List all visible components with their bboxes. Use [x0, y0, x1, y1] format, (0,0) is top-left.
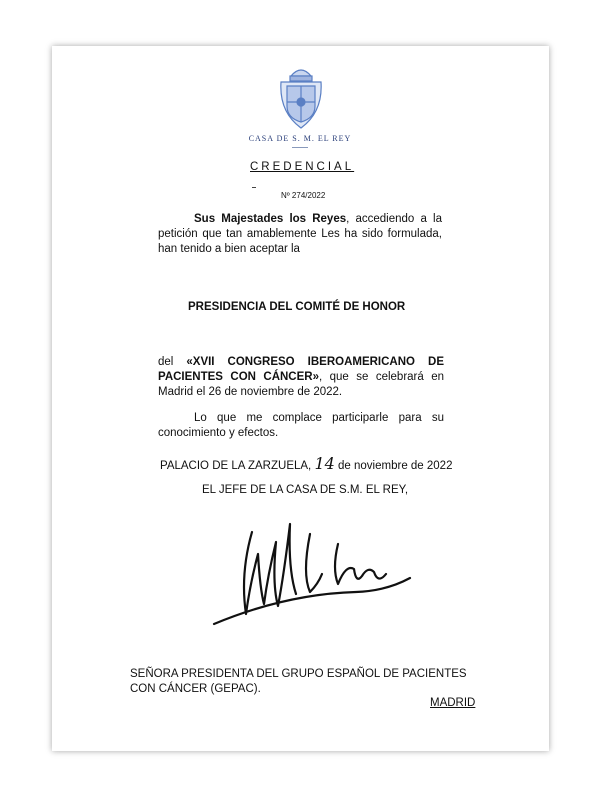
event-text: , que se celebrará en Madrid el 26 de noviembre de 2022.: [158, 371, 444, 398]
event-prefix: del: [158, 356, 187, 368]
position-heading: PRESIDENCIA DEL COMITÉ DE HONOR: [188, 301, 406, 313]
closing-paragraph: Lo que me complace participarle para su conocimiento y efectos.: [158, 412, 444, 439]
place-suffix: de noviembre de 2022: [338, 460, 453, 472]
document-title: CREDENCIAL: [250, 161, 355, 173]
handwritten-signature: [206, 514, 436, 634]
divider: [292, 147, 308, 148]
intro-paragraph: [158, 212, 442, 257]
place-prefix: PALACIO DE LA ZARZUELA,: [160, 460, 312, 472]
institution-name: CASA DE S. M. EL REY: [248, 134, 352, 143]
intro-bold: Sus Majestades los Reyes: [194, 213, 347, 225]
royal-crest-icon: [275, 62, 327, 132]
signatory-title: EL JEFE DE LA CASA DE S.M. EL REY,: [202, 484, 409, 496]
handwritten-day: 14: [314, 454, 335, 473]
event-paragraph: [158, 355, 444, 400]
document-number: Nº 274/2022: [281, 191, 326, 200]
mark: [252, 187, 256, 188]
intro-text: , accediendo a la petición que tan amablemente Les ha sido formulada, han tenido a bien aceptar la: [158, 213, 443, 255]
place-date: [160, 454, 452, 473]
city: MADRID: [430, 697, 476, 709]
event-name: «XVII CONGRESO IBEROAMERICANO DE PACIENTES CON CÁNCER»: [158, 356, 444, 383]
recipient: SEÑORA PRESIDENTA DEL GRUPO ESPAÑOL DE PACIENTES CON CÁNCER (GEPAC).: [130, 668, 467, 695]
